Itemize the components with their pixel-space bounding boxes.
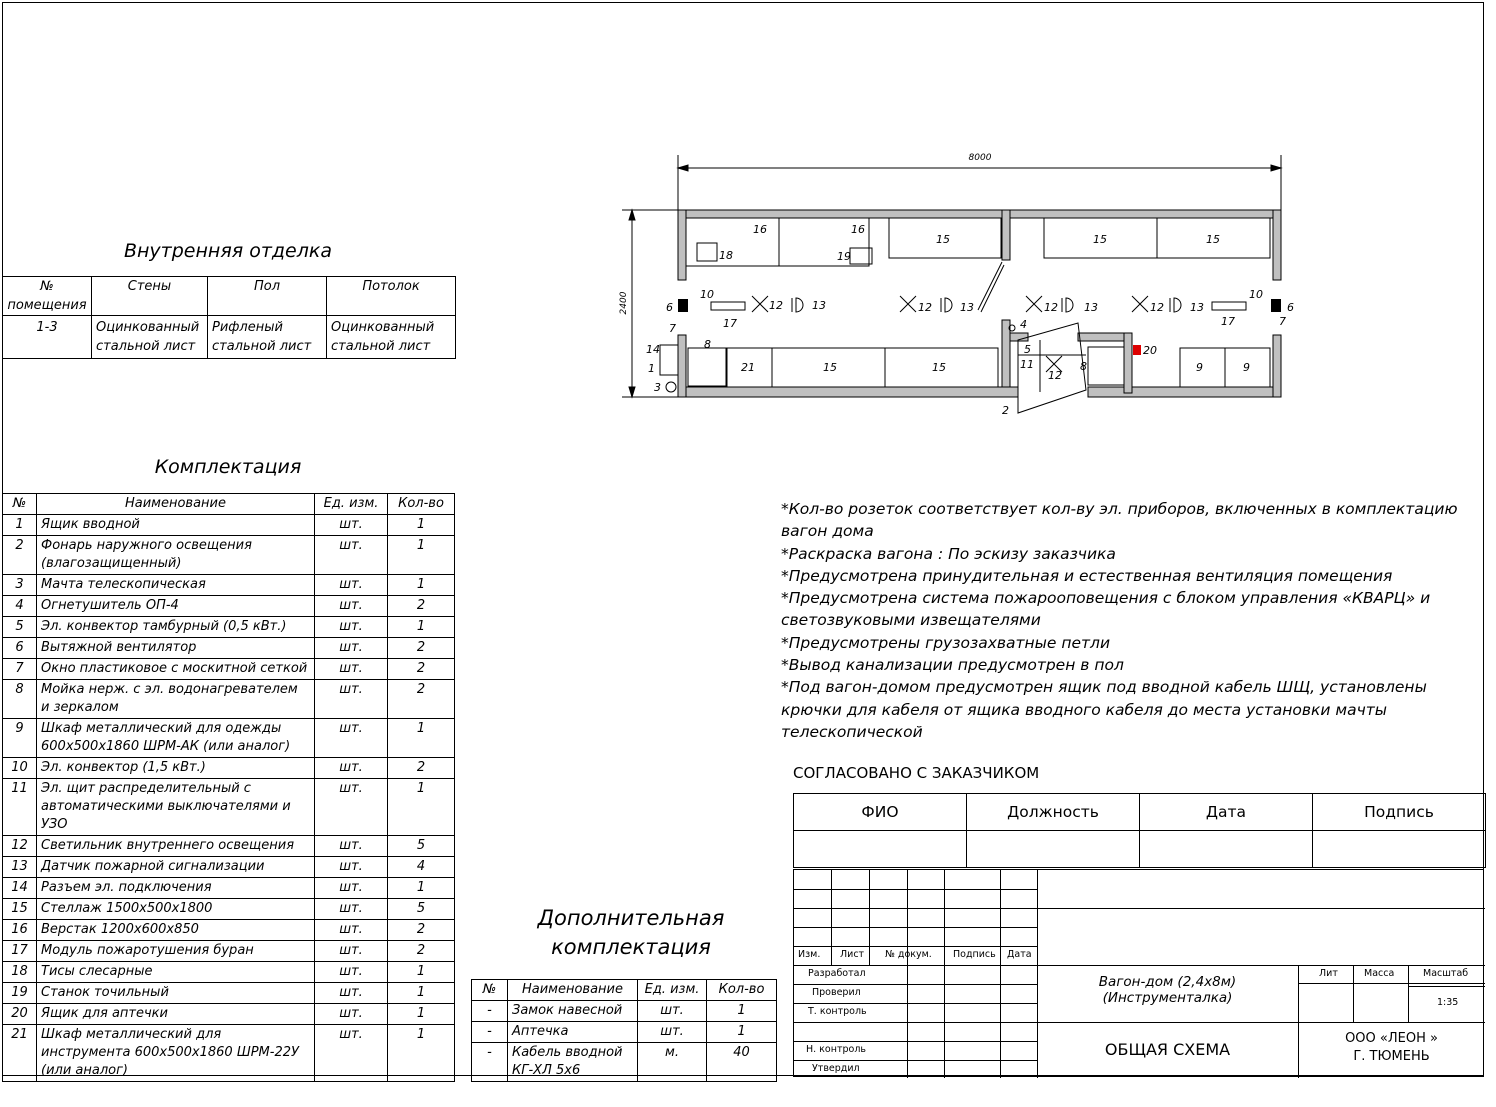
table-cell: Шкаф металлический для инструмента 600х500х1860 ШРМ-22У (или аналог) (37, 1025, 315, 1082)
lit-label: Лит (1319, 968, 1338, 979)
svg-text:9: 9 (1196, 361, 1203, 374)
connector-icon (660, 345, 678, 375)
wall (678, 335, 686, 397)
additional-header: № (472, 980, 508, 1001)
table-cell: Эл. щит распределительный с автоматическими выключателями и УЗО (37, 779, 315, 836)
svg-text:12: 12 (918, 301, 932, 314)
table-row (3, 596, 455, 617)
table-cell: Фонарь наружного освещения (влагозащищенный) (37, 536, 315, 575)
table-cell: Ящик для аптечки (37, 1004, 315, 1025)
approval-table (793, 793, 1486, 868)
table-row (3, 617, 455, 638)
table-cell: шт. (315, 617, 388, 638)
table-row (3, 1025, 455, 1082)
table-cell: 4 (388, 857, 455, 878)
table-cell: шт. (315, 680, 388, 719)
svg-text:10: 10 (1249, 288, 1263, 301)
table-cell: шт. (315, 1025, 388, 1082)
svg-text:15: 15 (1093, 233, 1107, 246)
table-cell: 1 (388, 1025, 455, 1082)
table-cell: Разъем эл. подключения (37, 878, 315, 899)
additional-header: Наименование (508, 980, 638, 1001)
additional-title (500, 904, 762, 962)
svg-text:13: 13 (812, 299, 826, 312)
table-row (3, 878, 455, 899)
fire-detector-icon (792, 298, 803, 312)
wall (1124, 333, 1132, 393)
svg-text:2: 2 (1002, 404, 1009, 417)
approval-title: СОГЛАСОВАНО С ЗАКАЗЧИКОМ (793, 764, 1040, 782)
table-cell: 2 (388, 638, 455, 659)
product-line: (Инструменталка) (1102, 990, 1233, 1006)
svg-text:18: 18 (719, 249, 733, 262)
table-cell: Ящик вводной (37, 515, 315, 536)
table-cell: Окно пластиковое с москитной сеткой (37, 659, 315, 680)
table-cell: шт. (315, 659, 388, 680)
table-cell: 40 (707, 1043, 777, 1082)
additional-title-line: Дополнительная (537, 906, 725, 930)
table-cell: Кабель вводной КГ-ХЛ 5х6 (508, 1043, 638, 1082)
interior-title: Внутренняя отделка (123, 240, 333, 262)
table-cell: шт. (315, 857, 388, 878)
wall (1002, 320, 1010, 387)
lamp-icon (752, 296, 768, 312)
svg-text:12: 12 (1044, 301, 1058, 314)
additional-header: Ед. изм. (638, 980, 707, 1001)
wall (1088, 387, 1281, 397)
tb-col-label: Подпись (953, 949, 996, 960)
table-cell: 17 (3, 941, 37, 962)
table-row (3, 536, 455, 575)
interior-header: Пол (208, 277, 327, 316)
svg-text:12: 12 (1150, 301, 1164, 314)
table-row (472, 1043, 777, 1082)
table-cell: 1 (388, 1004, 455, 1025)
lamp-icon (1132, 296, 1148, 312)
svg-text:8: 8 (1080, 360, 1087, 373)
table-cell: Мойка нерж. с эл. водонагревателем и зеркалом (37, 680, 315, 719)
tb-col-label: Изм. (798, 949, 821, 960)
table-cell: Модуль пожаротушения буран (37, 941, 315, 962)
doc-name: ОБЩАЯ СХЕМА (1104, 1040, 1231, 1059)
table-cell: 2 (388, 941, 455, 962)
table-cell: 19 (3, 983, 37, 1004)
svg-text:6: 6 (1287, 301, 1294, 314)
table-cell: Станок точильный (37, 983, 315, 1004)
interior-cell: 1-3 (3, 316, 92, 359)
table-cell: Замок навесной (508, 1001, 638, 1022)
table-cell: шт. (315, 962, 388, 983)
table-row (472, 1001, 777, 1022)
door (978, 262, 1004, 312)
tb-col-label: Лист (840, 949, 865, 960)
equipment-header: Наименование (37, 494, 315, 515)
table-row (3, 515, 455, 536)
table-row (3, 638, 455, 659)
table-cell: Светильник внутреннего освещения (37, 836, 315, 857)
table-row (3, 1004, 455, 1025)
note-line: *Предусмотрены грузозахватные петли (781, 633, 1111, 652)
table-cell: 20 (3, 1004, 37, 1025)
table-cell: шт. (315, 920, 388, 941)
approval-header: Дата (1140, 794, 1313, 831)
fan-icon (1271, 299, 1281, 312)
wall (1002, 210, 1010, 260)
table-cell: 21 (3, 1025, 37, 1082)
table-cell: 2 (388, 920, 455, 941)
table-cell: 10 (3, 758, 37, 779)
table-cell: 15 (3, 899, 37, 920)
table-cell: шт. (315, 1004, 388, 1025)
svg-text:19: 19 (837, 250, 851, 263)
svg-text:6: 6 (666, 301, 673, 314)
approval-cell (1140, 831, 1313, 868)
approval-header: Должность (967, 794, 1140, 831)
table-cell: 2 (3, 536, 37, 575)
table-cell: 1 (388, 719, 455, 758)
table-cell: Шкаф металлический для одежды 600х500х1860 ШРМ-АК (или аналог) (37, 719, 315, 758)
table-cell: шт. (315, 719, 388, 758)
table-cell: шт. (315, 836, 388, 857)
table-cell: шт. (315, 515, 388, 536)
table-row (3, 575, 455, 596)
lamp-icon (1026, 296, 1042, 312)
svg-text:5: 5 (1024, 343, 1031, 356)
table-row (3, 719, 455, 758)
company-name: ООО «ЛЕОН » (1345, 1031, 1438, 1046)
fire-module (1212, 302, 1246, 310)
table-cell: 8 (3, 680, 37, 719)
interior-header: № помещения (3, 277, 92, 316)
svg-text:12: 12 (1048, 369, 1062, 382)
table-cell: шт. (315, 596, 388, 617)
table-row (3, 941, 455, 962)
table-cell: 1 (388, 878, 455, 899)
table-row (3, 836, 455, 857)
equipment-title: Комплектация (154, 456, 302, 478)
table-cell: шт. (315, 878, 388, 899)
length-dimension: 8000 (968, 153, 992, 163)
table-cell: 1 (388, 536, 455, 575)
svg-text:13: 13 (960, 301, 974, 314)
tb-col-label: № докум. (885, 949, 932, 960)
equipment-table (2, 493, 455, 1082)
fire-detector-icon (1170, 298, 1181, 312)
wall (1273, 210, 1281, 280)
svg-text:8: 8 (704, 338, 711, 351)
table-cell: 11 (3, 779, 37, 836)
table-cell: 4 (3, 596, 37, 617)
product-name (1037, 974, 1298, 1006)
svg-text:15: 15 (932, 361, 946, 374)
scale-value: 1:35 (1437, 997, 1459, 1008)
tb-role: Утвердил (812, 1063, 860, 1074)
svg-text:3: 3 (654, 381, 661, 394)
table-cell: - (472, 1043, 508, 1082)
width-dimension: 2400 (619, 291, 629, 315)
svg-text:12: 12 (769, 299, 783, 312)
approval-header: ФИО (794, 794, 967, 831)
table-cell: шт. (315, 575, 388, 596)
table-cell: м. (638, 1043, 707, 1082)
table-cell: 18 (3, 962, 37, 983)
table-cell: 14 (3, 878, 37, 899)
interior-header: Потолок (327, 277, 456, 316)
tb-role: Т. контроль (808, 1006, 867, 1017)
note-line: *Предусмотрена принудительная и естественная вентиляция помещения (781, 566, 1393, 585)
table-cell: 13 (3, 857, 37, 878)
company-city: Г. ТЮМЕНЬ (1353, 1049, 1430, 1064)
notes (781, 498, 1486, 743)
table-cell: шт. (315, 899, 388, 920)
table-row (3, 962, 455, 983)
table-row (3, 920, 455, 941)
approval-cell (967, 831, 1140, 868)
table-row (3, 779, 455, 836)
additional-header: Кол-во (707, 980, 777, 1001)
product-line: Вагон-дом (2,4х8м) (1098, 974, 1237, 990)
table-cell: Мачта телескопическая (37, 575, 315, 596)
tb-role: Разработал (808, 968, 866, 979)
additional-title-line: комплектация (551, 935, 711, 959)
note-line: *Вывод канализации предусмотрен в пол (781, 656, 1124, 675)
table-row (3, 659, 455, 680)
svg-text:15: 15 (823, 361, 837, 374)
svg-text:13: 13 (1190, 301, 1204, 314)
approval-cell (794, 831, 967, 868)
additional-table (471, 979, 777, 1082)
svg-text:10: 10 (700, 288, 714, 301)
company (1298, 1030, 1485, 1066)
svg-text:4: 4 (1020, 318, 1027, 331)
table-cell: шт. (315, 941, 388, 962)
svg-text:14: 14 (646, 343, 660, 356)
equipment-header: Ед. изм. (315, 494, 388, 515)
svg-text:7: 7 (669, 322, 676, 335)
table-row (472, 1022, 777, 1043)
table-cell: 5 (388, 836, 455, 857)
wall (678, 210, 1281, 218)
table-cell: шт. (315, 638, 388, 659)
interior-cell: Оцинкованный стальной лист (327, 316, 456, 359)
interior-header: Стены (92, 277, 208, 316)
sink (1088, 347, 1124, 385)
table-row (3, 680, 455, 719)
table-cell: Аптечка (508, 1022, 638, 1043)
table-cell: шт. (315, 758, 388, 779)
interior-table (2, 276, 456, 359)
mast-icon (666, 382, 676, 392)
table-cell: Верстак 1200х600х850 (37, 920, 315, 941)
equipment-header: Кол-во (388, 494, 455, 515)
table-cell: шт. (315, 983, 388, 1004)
sink (688, 348, 726, 386)
note-line: *Предусмотрена система пожарооповещения с блоком управления «КВАРЦ» и светозвуковыми извещателями (781, 589, 1431, 630)
table-cell: 5 (388, 899, 455, 920)
svg-text:17: 17 (1221, 315, 1235, 328)
fire-detector-icon (1062, 298, 1073, 312)
svg-text:20: 20 (1143, 344, 1157, 357)
table-cell: 1 (388, 962, 455, 983)
table-cell: Тисы слесарные (37, 962, 315, 983)
svg-text:16: 16 (851, 223, 865, 236)
table-cell: 9 (3, 719, 37, 758)
table-cell: шт. (638, 1022, 707, 1043)
svg-text:16: 16 (753, 223, 767, 236)
approval-header: Подпись (1313, 794, 1486, 831)
table-cell: 2 (388, 680, 455, 719)
equipment-header: № (3, 494, 37, 515)
fan-icon (678, 299, 688, 312)
interior-cell: Оцинкованный стальной лист (92, 316, 208, 359)
lamp-icon (900, 296, 916, 312)
table-cell: 7 (3, 659, 37, 680)
table-cell: Стеллаж 1500х500х1800 (37, 899, 315, 920)
table-row (3, 857, 455, 878)
table-cell: 1 (388, 515, 455, 536)
svg-text:9: 9 (1243, 361, 1250, 374)
note-line: *Кол-во розеток соответствует кол-ву эл. приборов, включенных в комплектацию вагон дома (781, 500, 1458, 541)
table-cell: шт. (315, 779, 388, 836)
interior-cell: Рифленый стальной лист (208, 316, 327, 359)
svg-text:17: 17 (723, 317, 737, 330)
table-cell: 2 (388, 659, 455, 680)
svg-text:21: 21 (741, 361, 755, 374)
wall (678, 210, 686, 280)
table-cell: 16 (3, 920, 37, 941)
svg-text:7: 7 (1279, 315, 1286, 328)
tb-role: Н. контроль (806, 1044, 866, 1055)
floor-plan (600, 140, 1320, 430)
svg-text:15: 15 (1206, 233, 1220, 246)
note-line: *Под вагон-домом предусмотрен ящик под вводной кабель ШЩ, установлены крючки для кабеля от ящика вводного кабеля до места установки мачты телескопической (781, 678, 1427, 741)
table-cell: 1 (388, 575, 455, 596)
table-row (3, 899, 455, 920)
table-row (3, 758, 455, 779)
first-aid-box-icon (1133, 345, 1141, 355)
scale-label: Масштаб (1423, 968, 1469, 979)
table-cell: Эл. конвектор (1,5 кВт.) (37, 758, 315, 779)
table-cell: 1 (3, 515, 37, 536)
table-cell: 1 (388, 617, 455, 638)
title-block (793, 869, 1484, 1077)
svg-text:1: 1 (648, 362, 655, 375)
table-cell: шт. (638, 1001, 707, 1022)
table-cell: Эл. конвектор тамбурный (0,5 кВт.) (37, 617, 315, 638)
table-cell: - (472, 1022, 508, 1043)
table-cell: шт. (315, 536, 388, 575)
mass-label: Масса (1364, 968, 1395, 979)
table-cell: 1 (388, 983, 455, 1004)
wall (1273, 335, 1281, 397)
table-cell: 2 (388, 758, 455, 779)
table-cell: 1 (707, 1001, 777, 1022)
table-cell: 3 (3, 575, 37, 596)
tb-col-label: Дата (1007, 949, 1032, 960)
table-cell: 5 (3, 617, 37, 638)
svg-text:15: 15 (936, 233, 950, 246)
table-cell: Огнетушитель ОП-4 (37, 596, 315, 617)
table-cell: Вытяжной вентилятор (37, 638, 315, 659)
table-cell: 6 (3, 638, 37, 659)
svg-text:13: 13 (1084, 301, 1098, 314)
table-cell: 1 (388, 779, 455, 836)
table-cell: Датчик пожарной сигнализации (37, 857, 315, 878)
wall (678, 387, 1018, 397)
tb-role: Проверил (812, 987, 861, 998)
approval-cell (1313, 831, 1486, 868)
table-cell: 12 (3, 836, 37, 857)
table-cell: - (472, 1001, 508, 1022)
table-row (3, 983, 455, 1004)
note-line: *Раскраска вагона : По эскизу заказчика (781, 544, 1116, 563)
svg-text:11: 11 (1020, 358, 1034, 371)
table-cell: 2 (388, 596, 455, 617)
fire-detector-icon (941, 298, 952, 312)
fire-module (711, 302, 745, 310)
table-cell: 1 (707, 1022, 777, 1043)
